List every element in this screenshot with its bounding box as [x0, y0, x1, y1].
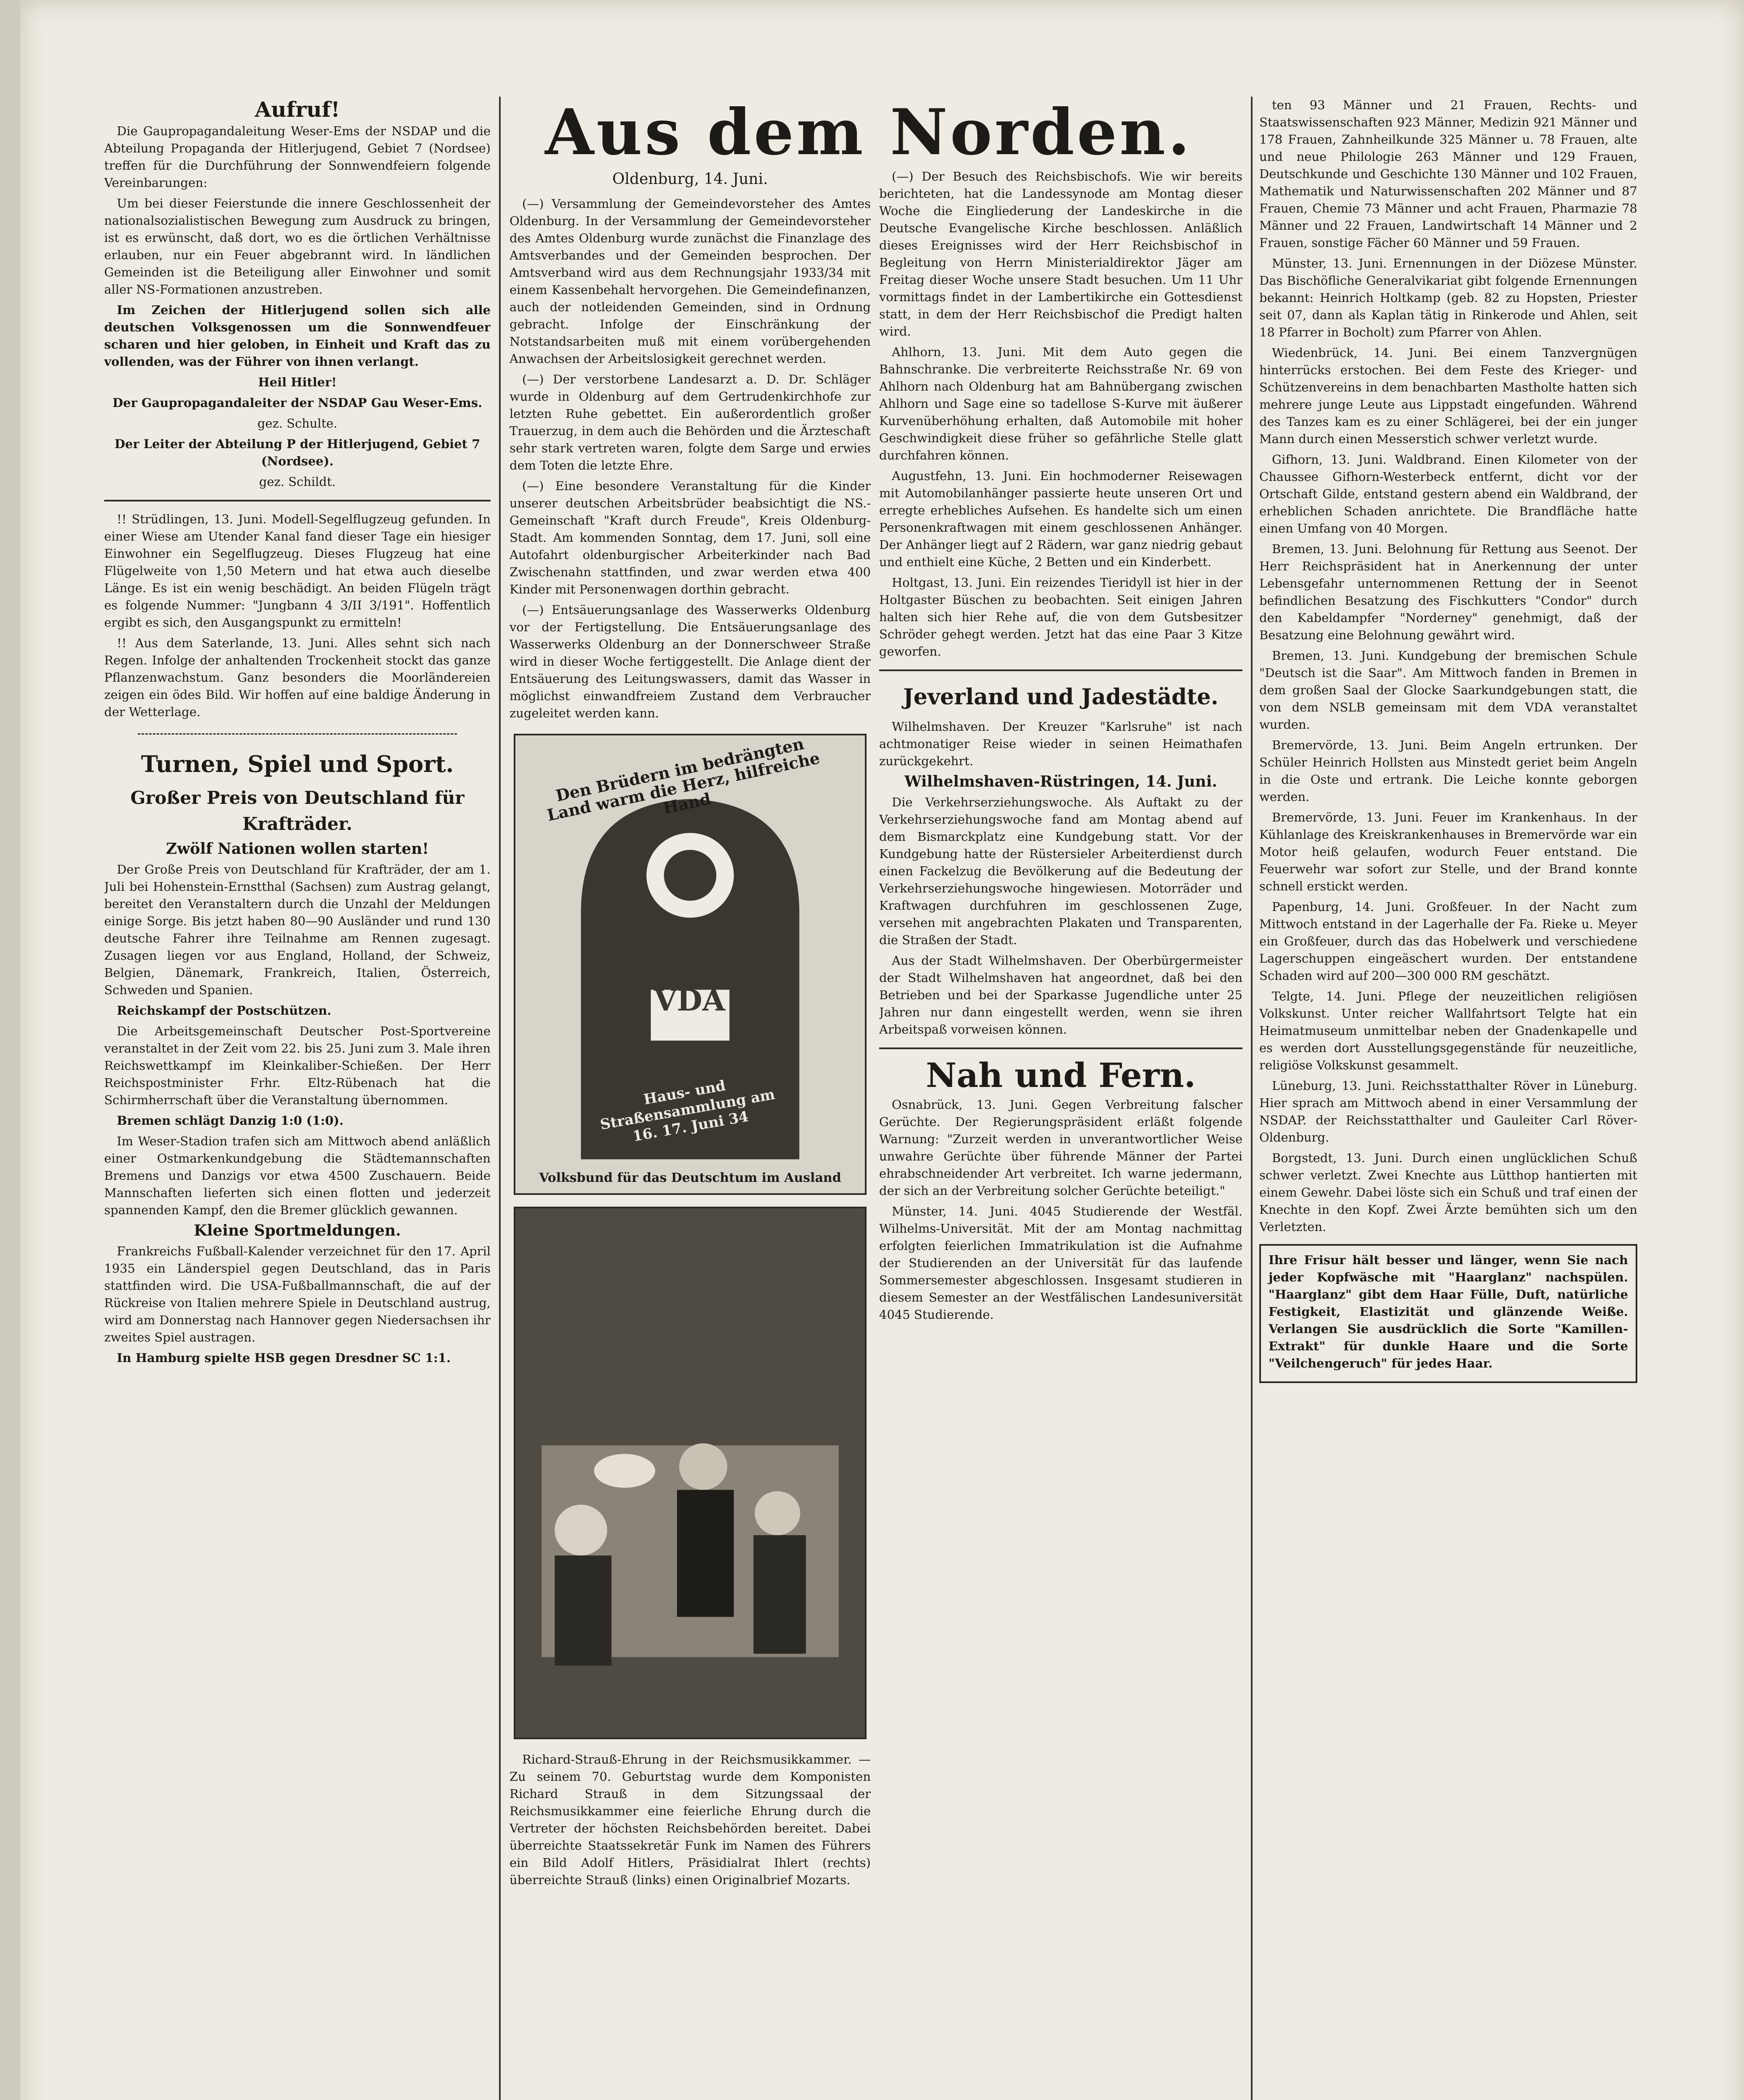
aufruf-text: Im Zeichen der Hitlerjugend sollen sich alle deutschen Volksgenossen um die Sonnwendfeuer scharen und hier geloben, in Einheit und Kraft das zu vollenden, was der Führer von ihnen verlangt. — [104, 303, 491, 369]
divider — [879, 1047, 1242, 1049]
news-item: Papenburg, 14. Juni. Großfeuer. In der Nacht zum Mittwoch entstand in der Lagerhalle der Fa. Rieke u. Meyer ein Großfeuer, durch das das Hobelwerk und verschiedene Lagerschuppen eingeäschert wurden. Der entstandene Schaden wird auf 200—300 000 RM geschätzt. — [1259, 900, 1637, 983]
news-item: !! Aus dem Saterlande, 13. Juni. Alles sehnt sich nach Regen. Infolge der anhaltenden Trockenheit stockt das ganze Pflanzenwachstum. Ganz besonders die Moorländereien zeigen ein ödes Bild. Wir hoffen auf eine baldige Änderung in der Wetterlage. — [104, 636, 491, 719]
news-item: (—) Der Besuch des Reichsbischofs. Wie wir bereits berichteten, hat die Landessynode am Montag dieser Woche die Eingliederung der Landeskirche in die Deutsche Evangelische Kirche beschlossen. Anläßlich dieses Ereignisses wird der Herr Reichsbischof in Begleitung von Herrn Ministerialdirektor Jäger am Freitag dieser Woche unsere Stadt besuchen. Um 11 Uhr vormittags findet in der Lambertikirche ein Gottesdienst statt, in dem der Herr Reichsbischof die Predigt halten wird. — [879, 169, 1242, 339]
news-item: Osnabrück, 13. Juni. Gegen Verbreitung falscher Gerüchte. Der Regierungspräsident erläßt folgende Warnung: "Zurzeit werden in unverantwortlicher Weise unwahre Gerüchte über führende Männer der Partei ehrabschneidender Art verbreitet. Ich warne jedermann, der sich an der Verbreitung solcher Gerüchte beteiligt." — [879, 1097, 1242, 1198]
signature-name: gez. Schildt. — [259, 475, 336, 489]
advertisement-text: Ihre Frisur hält besser und länger, wenn Sie nach jeder Kopfwäsche mit "Haarglanz" nachspülen. "Haarglanz" gibt dem Haar Fülle, Duft, natürliche Festigkeit, Elastizität und glänzende Weiße. Verlangen Sie ausdrücklich die Sorte "Kamillen-Extrakt" für dunkle Haare und die Sorte "Veilchengeruch" für jedes Haar. — [1269, 1253, 1628, 1370]
news-item: (—) Versammlung der Gemeindevorsteher des Amtes Oldenburg. In der Versammlung der Gemeindevorsteher des Amtes Oldenburg wurde zunächst die Finanzlage des Amtsverbandes und der Gemeinden besprochen. Der Amtsverband wird aus dem Rechnungsjahr 1933/34 mit einem Kassenbehalt hervorgehen. Die Gemeindefinanzen, auch der notleidenden Gemeinden, sind in Ordnung gebracht. Infolge der Einschränkung der Notstandsarbeiten muß mit einem vorübergehenden Anwachsen der Arbeitslosigkeit gerechnet werden. — [510, 197, 871, 366]
news-item: Ahlhorn, 13. Juni. Mit dem Auto gegen die Bahnschranke. Die verbreiterte Reichsstraße Nr. 69 von Ahlhorn nach Oldenburg hat am Bahnübergang zwischen Ahlhorn und Sage eine so tadellose S-Kurve mit äußerer Kurvenüberhöhung erhalten, daß Automobile mit hoher Geschwindigkeit diese früher so gefährliche Stelle glatt durchfahren können. — [879, 345, 1242, 462]
column-rule — [499, 97, 501, 2100]
dateline: Oldenburg, 14. Juni. — [612, 171, 768, 188]
signature-line: Der Gaupropagandaleiter der NSDAP Gau Weser-Ems. — [112, 396, 483, 410]
news-item: Bremen, 13. Juni. Belohnung für Rettung aus Seenot. Der Herr Reichspräsident hat in Anerkennung der unter Lebensgefahr unternommenen Rettung der in Seenot befindlichen Besatzung des Fischkutters "Condor" durch den Kabeldampfer "Norderney" genehmigt, daß der Besatzung eine Belohnung gewährt wird. — [1259, 542, 1637, 642]
column-rule — [1251, 97, 1253, 2100]
vda-poster — [514, 734, 867, 1195]
section-title: Nah und Fern. — [926, 1055, 1196, 1095]
greeting: Heil Hitler! — [258, 375, 337, 389]
signature-name: gez. Schulte. — [257, 416, 338, 430]
news-item: Augustfehn, 13. Juni. Ein hochmoderner Reisewagen mit Automobilanhänger passierte heute unseren Ort und erregte erhebliches Aufsehen. Es handelte sich um einen Personenkraftwagen mit einem geschlossenen Anhänger. Der Anhänger liegt auf 2 Rädern, war ganz niedrig gebaut und enthielt eine Küche, 2 Betten und ein Kinderbett. — [879, 469, 1242, 569]
article-subheadline: Zwölf Nationen wollen starten! — [166, 840, 429, 858]
advertisement — [1259, 1244, 1637, 1383]
photo-caption: Richard-Strauß-Ehrung in der Reichsmusikkammer. — Zu seinem 70. Geburtstag wurde dem Komponisten Richard Strauß in dem Sitzungssaal der Reichsmusikkammer eine feierliche Ehrung durch die Vertreter der höchsten Reichsbehörden bereitet. Dabei überreichte Staatssekretär Funk im Namen des Führers ein Bild Adolf Hitlers, Präsidialrat Ihlert (rechts) überreichte Strauß (links) einen Originalbrief Mozarts. — [510, 1752, 871, 1887]
news-item: Bremen, 13. Juni. Kundgebung der bremischen Schule "Deutsch ist die Saar". Am Mittwoch fanden in Bremen in dem großen Saal der Glocke Saarkundgebungen statt, die von dem NSLB gemeinsam mit dem VDA veranstaltet wurden. — [1259, 648, 1637, 732]
news-item: Telgte, 14. Juni. Pflege der neuzeitlichen religiösen Volkskunst. Unter reicher Wallfahrtsort Telgte hat ein Heimatmuseum unmittelbar neben der Gnadenkapelle und es werden dort Ausstellungsgegenstände für neuzeitliche, religiöse Volkskunst gesammelt. — [1259, 989, 1637, 1072]
aufruf-title: Aufruf! — [255, 97, 340, 122]
poster-slogan: Den Brüdern im bedrängten Land warm die Herz, hilfreiche Hand — [545, 734, 822, 825]
news-item: Münster, 13. Juni. Ernennungen in der Diözese Münster. Das Bischöfliche Generalvikariat gibt folgende Ernennungen bekannt: Heinrich Holtkamp (geb. 82 zu Hopsten, Priester seit 07, dann als Kaplan tätig in Rinkerode und Ahlen, seit 18 Pfarrer in Bocholt) zum Pfarrer von Ahlen. — [1259, 256, 1637, 339]
news-item: Holtgast, 13. Juni. Ein reizendes Tieridyll ist hier in der Holtgaster Büschen zu beobachten. Seit einigen Jahren halten sich hier Rehe auf, die von dem Gutsbesitzer Schröder gehegt werden. Jetzt hat das eine Paar 3 Kitze geworfen. — [879, 575, 1242, 659]
masthead-block — [507, 97, 1230, 168]
news-item: Aus der Stadt Wilhelmshaven. Der Oberbürgermeister der Stadt Wilhelmshaven hat angeordnet, daß bei den Betrieben und bei der Sparkasse Jugendliche unter 25 Jahren nur dann eingestellt werden, wenn sie ihren Arbeitspaß vorweisen können. — [879, 953, 1242, 1037]
masthead: Aus dem Norden. — [545, 95, 1192, 169]
news-item: (—) Entsäuerungsanlage des Wasserwerks Oldenburg vor der Fertigstellung. Die Entsäuerungsanlage des Wasserwerks Oldenburg an der Donnerschweer Straße wird in dieser Woche fertiggestellt. Die Anlage dient der Entsäuerung des Leitungswassers, damit das Wasser in möglichst einwandfreiem Zustand dem Verbraucher zugeleitet werden kann. — [510, 603, 871, 720]
section-title: Turnen, Spiel und Sport. — [141, 751, 454, 777]
article-text: Im Weser-Stadion trafen sich am Mittwoch abend anläßlich einer Ostmarkenkundgebung die Städtemannschaften Bremens und Danzigs vor etwa 4500 Zuschauern. Beide Mannschaften lieferten sich einen flotten und jederzeit spannenden Kampf, den die Bremer glücklich gewannen. — [104, 1134, 491, 1217]
news-item: Die Verkehrserziehungswoche. Als Auftakt zu der Verkehrserziehungswoche fand am Montag abend auf dem Bismarckplatz eine Kundgebung statt. Vor der Kundgebung hatte der Rüstersieler Arbeiterdienst durch einen Fackelzug die Bevölkerung auf die Bedeutung der Verkehrserziehungswoche hingewiesen. Motorräder und Kraftwagen durchfuhren im geschlossenen Zuge, versehen mit angebrachten Plakaten und Transparenten, die Straßen der Stadt. — [879, 795, 1242, 947]
news-item: Bremervörde, 13. Juni. Feuer im Krankenhaus. In der Kühlanlage des Kreiskrankenhauses in Bremervörde war ein Motor heiß gelaufen, wodurch Feuer entstand. Die Feuerwehr war sofort zur Stelle, und der Brand konnte schnell erstickt werden. — [1259, 810, 1637, 893]
news-item: Borgstedt, 13. Juni. Durch einen unglücklichen Schuß schwer verletzt. Zwei Knechte aus Lütthop hantierten mit einem Gewehr. Dabei löste sich ein Schuß und traf einen der Knechte in den Kopf. Zwei Ärzte bemühten sich um den Verletzten. — [1259, 1151, 1637, 1234]
news-item: Bremervörde, 13. Juni. Beim Angeln ertrunken. Der Schüler Heinrich Hollsten aus Minstedt geriet beim Angeln in die Oste und ertrank. Die Leiche konnte geborgen werden. — [1259, 738, 1637, 804]
aufruf-text: Um bei dieser Feierstunde die innere Geschlossenheit der nationalsozialistischen Bewegung zum Ausdruck zu bringen, ist es erwünscht, daß dort, wo es die örtlichen Verhältnisse erlauben, nur ein Feuer abgebrannt wird. In ländlichen Gemeinden ist die Beteiligung aller Einwohner und somit aller NS-Formationen anzustreben. — [104, 196, 491, 297]
news-item: Lüneburg, 13. Juni. Reichsstatthalter Röver in Lüneburg. Hier sprach am Mittwoch abend in einer Versammlung der NSDAP. der Reichsstatthalter und Gauleiter Carl Röver-Oldenburg. — [1259, 1079, 1637, 1144]
poster-logo: VDA — [654, 983, 725, 1018]
middle-column — [510, 168, 871, 2100]
left-column — [104, 97, 491, 2100]
news-item: Gifhorn, 13. Juni. Waldbrand. Einen Kilometer von der Chaussee Gifhorn-Westerbeck entfernt, dicht vor der Ortschaft Gilde, entstand gestern abend ein Waldbrand, der erheblichen Schaden anrichtete. Die Brandfläche hatte einen Umfang von 40 Morgen. — [1259, 452, 1637, 536]
news-item: (—) Eine besondere Veranstaltung für die Kinder unserer deutschen Arbeitsbrüder beabsichtigt die NS.-Gemeinschaft "Kraft durch Freude", Kreis Oldenburg-Stadt. Am kommenden Sonntag, dem 17. Juni, soll eine Autofahrt oldenburgischer Arbeiterkinder nach Bad Zwischenahn stattfinden, und zwar werden etwa 400 Kinder mit Personenwagen dorthin gebracht. — [510, 479, 871, 596]
article-headline: Reichskampf der Postschützen. — [117, 1003, 331, 1018]
article-headline: Bremen schlägt Danzig 1:0 (1:0). — [117, 1113, 344, 1128]
dateline: Wilhelmshaven-Rüstringen, 14. Juni. — [904, 773, 1217, 790]
article-text: Frankreichs Fußball-Kalender verzeichnet für den 17. April 1935 ein Länderspiel gegen Deutschland, das in Paris stattfinden wird. Die USA-Fußballmannschaft, die auf der Rückreise von Italien mehrere Spiele in Deutschland austrug, wird am Donnerstag nach Hannover gegen Niedersachsen ihr zweites Spiel austragen. — [104, 1244, 491, 1344]
news-item: Wilhelmshaven. Der Kreuzer "Karlsruhe" ist nach achtmonatiger Reise wieder in seinen Heimathafen zurückgekehrt. — [879, 719, 1242, 768]
poster-caption: Volksbund für das Deutschtum im Ausland — [539, 1171, 841, 1185]
center-column — [879, 168, 1242, 2100]
news-item: !! Strüdlingen, 13. Juni. Modell-Segelflugzeug gefunden. In einer Wiese am Utender Kanal fand dieser Tage ein hiesiger Einwohner ein Segelflugzeug. Dieses Flugzeug hat eine Flügelweite von 1,50 Metern und hat etwa auch dieselbe Länge. Es ist ein wenig beschädigt. An beiden Flügeln trägt es folgende Nummer: "Jungbann 4 3/II 3/191". Hoffentlich ergibt es sich, den Ausgangspunkt zu ermitteln! — [104, 512, 491, 630]
section-title: Jeverland und Jadestädte. — [903, 684, 1219, 710]
news-item: ten 93 Männer und 21 Frauen, Rechts- und Staatswissenschaften 923 Männer, Medizin 921 Männer und 178 Frauen, Zahnheilkunde 325 Männer u. 78 Frauen, alte und neue Philologie 263 Männer und 129 Frauen, Deutschkunde und Geschichte 130 Männer und 102 Frauen, Mathematik und Naturwissenschaften 202 Männer und 87 Frauen, Chemie 73 Männer und acht Frauen, Pharmazie 78 Männer und 22 Frauen, Landwirtschaft 14 Männer und 2 Frauen, sonstige Fächer 60 Männer und 59 Frauen. — [1259, 98, 1637, 250]
news-item: (—) Der verstorbene Landesarzt a. D. Dr. Schläger wurde in Oldenburg auf dem Gertrudenkirchhofe zur letzten Ruhe gebettet. Ein außerordentlich großer Trauerzug, in dem auch die Behörden und die Ärzteschaft sehr stark vertreten waren, folgte dem Sarge und erwies dem Toten die letzte Ehre. — [510, 372, 871, 472]
news-item: Münster, 14. Juni. 4045 Studierende der Westfäl. Wilhelms-Universität. Mit der am Montag nachmittag erfolgten feierlichen Immatrikulation ist die Aufnahme der Studierenden an der Universität für das laufende Sommersemester abgeschlossen. Insgesamt studieren in diesem Semester an der Westfälischen Landesuniversität 4045 Studierende. — [879, 1204, 1242, 1322]
article-headline: Großer Preis von Deutschland für Krafträder. — [130, 788, 465, 834]
divider — [104, 500, 491, 501]
divider — [879, 669, 1242, 671]
news-item: Wiedenbrück, 14. Juni. Bei einem Tanzvergnügen hinterrücks erstochen. Bei dem Feste des Krieger- und Schützenvereins in dem benachbarten Mastholte hatten sich mehrere junge Leute aus Lippstadt eingefunden. Während des Tanzes kam es zu einer Schlägerei, bei der ein junger Mann durch einen Messerstich schwer verletzt wurde. — [1259, 346, 1637, 446]
strauss-photo — [514, 1207, 867, 1739]
right-column — [1259, 97, 1637, 2100]
newspaper-page — [20, 0, 1744, 2100]
article-text: Der Große Preis von Deutschland für Krafträder, der am 1. Juli bei Hohenstein-Ernstthal (Sachsen) zum Austrag gelangt, bereitet den Veranstaltern durch die Unzahl der Meldungen einige Sorge. Bis jetzt haben 80—90 Ausländer und rund 130 deutsche Fahrer ihre Teilnahme am Rennen zugesagt. Zusagen liegen vor aus England, Holland, der Schweiz, Belgien, Dänemark, Frankreich, Italien, Österreich, Schweden und Spanien. — [104, 862, 491, 997]
signature-line: Der Leiter der Abteilung P der Hitlerjugend, Gebiet 7 (Nordsee). — [114, 437, 481, 468]
article-text: In Hamburg spielte HSB gegen Dresdner SC 1:1. — [117, 1351, 451, 1365]
photo-graphic — [515, 1208, 865, 1738]
aufruf-text: Die Gaupropagandaleitung Weser-Ems der NSDAP und die Abteilung Propaganda der Hitlerjugend, Gebiet 7 (Nordsee) treffen für die Durchführung der Sonnwendfeiern folgende Vereinbarungen: — [104, 124, 491, 190]
article-text: Die Arbeitsgemeinschaft Deutscher Post-Sportvereine veranstaltet in der Zeit vom 22. bis 25. Juni zum 3. Male ihren Reichswettkampf im Kleinkaliber-Schießen. Der Herr Reichspostminister Frhr. Eltz-Rübenach hat die Schirmherrschaft über die Veranstaltung übernommen. — [104, 1024, 491, 1107]
article-headline: Kleine Sportmeldungen. — [194, 1222, 401, 1239]
divider — [138, 733, 457, 735]
poster-collection-text: Haus- und Straßensammlung am 16. 17. Juni 34 — [599, 1077, 776, 1145]
